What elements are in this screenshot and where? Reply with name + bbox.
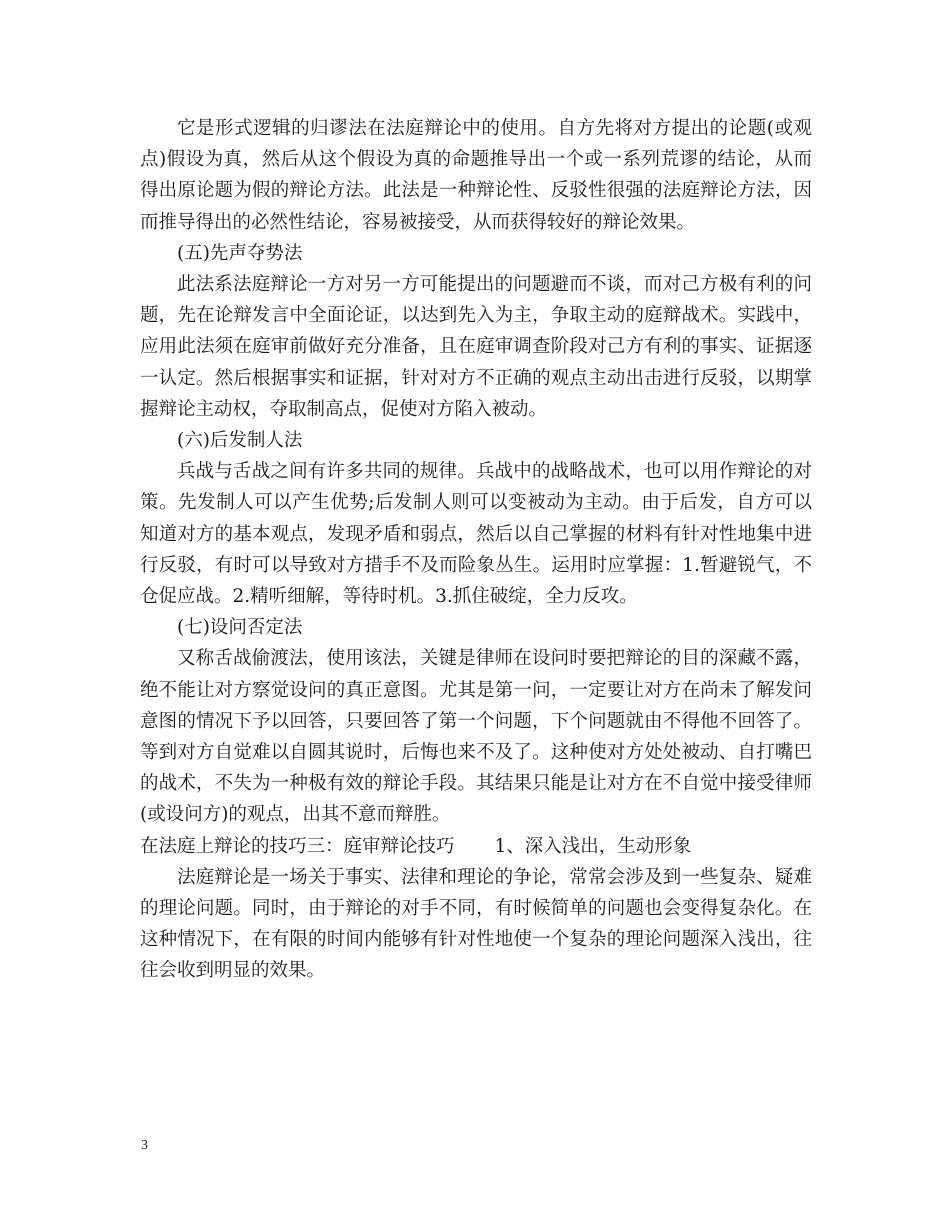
heading-method-6: (六)后发制人法 xyxy=(177,430,303,452)
page-number: 3 xyxy=(141,1138,148,1153)
paragraph-closing: 法庭辩论是一场关于事实、法律和理论的争论，常常会涉及到一些复杂、疑难的理论问题。同时，由于辩论的对手不同，有时候简单的问题也会变得复杂化。在这种情况下，在有限的时间内能够有针对性地使一个复杂的理论问题深入浅出，往往会收到明显的效果。 xyxy=(140,866,812,982)
heading-method-5: (五)先声夺势法 xyxy=(177,242,303,264)
section-heading-main: 在法庭上辩论的技巧三：庭审辩论技巧 xyxy=(140,835,455,857)
section-heading xyxy=(140,831,812,862)
paragraph-reductio-method: 它是形式逻辑的归谬法在法庭辩论中的使用。自方先将对方提出的论题(或观点)假设为真，然后从这个假设为真的命题推导出一个或一系列荒谬的结论，从而得出原论题为假的辩论方法。此法是一种辩论性、反驳性很强的法庭辩论方法，因而推导得出的必然性结论，容易被接受，从而获得较好的辩论效果。 xyxy=(140,118,812,233)
paragraph-method-6: 兵战与舌战之间有许多共同的规律。兵战中的战略战术，也可以用作辩论的对策。先发制人可以产生优势;后发制人则可以变被动为主动。由于后发，自方可以知道对方的基本观点，发现矛盾和弱点，然后以自己掌握的材料有针对性地集中进行反驳，有时可以导致对方措手不及而险象丛生。运用时应掌握：1.暂避锐气，不仓促应战。2.精听细解，等待时机。3.抓住破绽，全力反攻。 xyxy=(140,461,812,608)
paragraph-method-5: 此法系法庭辩论一方对另一方可能提出的问题避而不谈，而对己方极有利的问题，先在论辩发言中全面论证，以达到先入为主，争取主动的庭辩战术。实践中，应用此法须在庭审前做好充分准备，且在庭审调查阶段对己方有利的事实、证据逐一认定。然后根据事实和证据，针对对方不正确的观点主动出击进行反驳，以期掌握辩论主动权，夺取制高点，促使对方陷入被动。 xyxy=(140,274,812,420)
paragraph-method-7: 又称舌战偷渡法，使用该法，关键是律师在设问时要把辩论的目的深藏不露，绝不能让对方察觉设问的真正意图。尤其是第一问，一定要让对方在尚未了解发问意图的情况下予以回答，只要回答了第一个问题，下个问题就由不得他不回答了。等到对方自觉难以自圆其说时，后悔也来不及了。这种使对方处处被动、自打嘴巴的战术，不失为一种极有效的辩论手段。其结果只能是让对方在不自觉中接受律师(或设问方)的观点，出其不意而辩胜。 xyxy=(140,648,812,826)
section-heading-sub: 1、深入浅出，生动形象 xyxy=(494,835,692,857)
heading-method-7: (七)设问否定法 xyxy=(177,617,303,639)
document-body xyxy=(140,113,812,987)
